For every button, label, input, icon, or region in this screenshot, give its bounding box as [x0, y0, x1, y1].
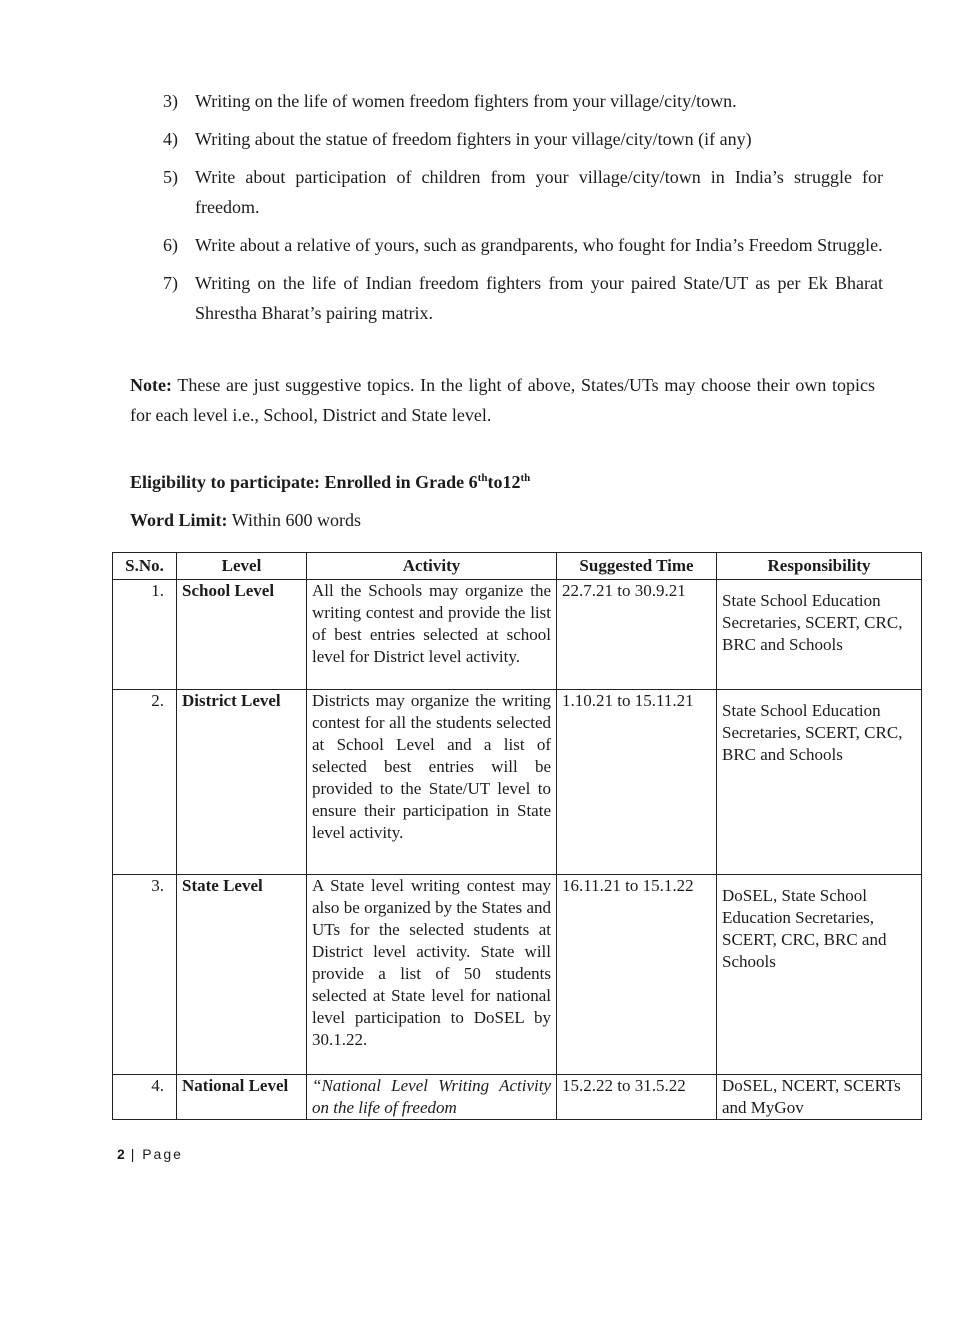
list-item-text: Writing about the statue of freedom fighters in your village/city/town (if any) — [195, 129, 752, 149]
list-item — [163, 268, 883, 328]
eligibility-sup-1: th — [477, 472, 488, 484]
topic-list — [163, 86, 883, 336]
cell-time: 15.2.22 to 31.5.22 — [557, 1075, 717, 1120]
eligibility-text: Eligibility to participate: Enrolled in Grade 6 — [130, 472, 478, 492]
page-footer — [117, 1146, 183, 1162]
cell-responsibility: DoSEL, State School Education Secretaries, SCERT, CRC, BRC and Schools — [717, 875, 922, 1075]
list-item — [163, 230, 883, 260]
cell-responsibility: State School Education Secretaries, SCERT, CRC, BRC and Schools — [717, 690, 922, 875]
note-text: These are just suggestive topics. In the light of above, States/UTs may choose their own topics for each level i.e., School, District and State level. — [130, 375, 875, 425]
eligibility-mid: to12 — [487, 472, 521, 492]
cell-activity: “National Level Writing Activity on the life of freedom — [307, 1075, 557, 1120]
table-row — [113, 1075, 922, 1120]
cell-activity: Districts may organize the writing contest for all the students selected at School Level and a list of selected best entries will be provided to the State/UT level to ensure their participation in State level activity. — [307, 690, 557, 875]
cell-time: 22.7.21 to 30.9.21 — [557, 580, 717, 690]
cell-responsibility: DoSEL, NCERT, SCERTs and MyGov — [717, 1075, 922, 1120]
note-label: Note: — [130, 375, 172, 395]
cell-level: State Level — [177, 875, 307, 1075]
cell-time: 1.10.21 to 15.11.21 — [557, 690, 717, 875]
page-separator: | — [130, 1146, 137, 1162]
cell-time: 16.11.21 to 15.1.22 — [557, 875, 717, 1075]
list-item-number: 6) — [163, 235, 178, 255]
list-item — [163, 124, 883, 154]
list-item — [163, 162, 883, 222]
eligibility-sup-2: th — [520, 472, 531, 484]
word-limit-line — [130, 505, 361, 535]
table-row — [113, 580, 922, 690]
schedule-table — [112, 552, 922, 1120]
header-responsibility: Responsibility — [717, 553, 922, 580]
cell-sno: 4. — [113, 1075, 177, 1120]
list-item-number: 4) — [163, 129, 178, 149]
word-limit-text: Within 600 words — [231, 510, 361, 530]
cell-sno: 2. — [113, 690, 177, 875]
table-header-row — [113, 553, 922, 580]
list-item-number: 5) — [163, 167, 178, 187]
word-limit-label: Word Limit: — [130, 510, 228, 530]
header-level: Level — [177, 553, 307, 580]
list-item-text: Write about a relative of yours, such as grandparents, who fought for India’s Freedom Struggle. — [195, 235, 883, 255]
table-row — [113, 690, 922, 875]
cell-level: National Level — [177, 1075, 307, 1120]
list-item — [163, 86, 883, 116]
cell-level: District Level — [177, 690, 307, 875]
page-number: 2 — [117, 1146, 125, 1162]
list-item-number: 3) — [163, 91, 178, 111]
header-suggested-time: Suggested Time — [557, 553, 717, 580]
list-item-text: Write about participation of children from your village/city/town in India’s struggle for freedom. — [195, 167, 883, 217]
cell-activity: A State level writing contest may also be organized by the States and UTs for the selected students at District level activity. State will provide a list of 50 students selected at State level for national level participation to DoSEL by 30.1.22. — [307, 875, 557, 1075]
note-paragraph — [130, 370, 875, 430]
cell-sno: 1. — [113, 580, 177, 690]
cell-sno: 3. — [113, 875, 177, 1075]
cell-activity: All the Schools may organize the writing contest and provide the list of best entries selected at school level for District level activity. — [307, 580, 557, 690]
eligibility-line — [130, 463, 530, 497]
page-label: Page — [142, 1146, 183, 1162]
header-sno: S.No. — [113, 553, 177, 580]
list-item-text: Writing on the life of women freedom fighters from your village/city/town. — [195, 91, 737, 111]
list-item-text: Writing on the life of Indian freedom fighters from your paired State/UT as per Ek Bharat Shrestha Bharat’s pairing matrix. — [195, 273, 883, 323]
table-row — [113, 875, 922, 1075]
header-activity: Activity — [307, 553, 557, 580]
cell-level: School Level — [177, 580, 307, 690]
list-item-number: 7) — [163, 273, 178, 293]
cell-responsibility: State School Education Secretaries, SCERT, CRC, BRC and Schools — [717, 580, 922, 690]
